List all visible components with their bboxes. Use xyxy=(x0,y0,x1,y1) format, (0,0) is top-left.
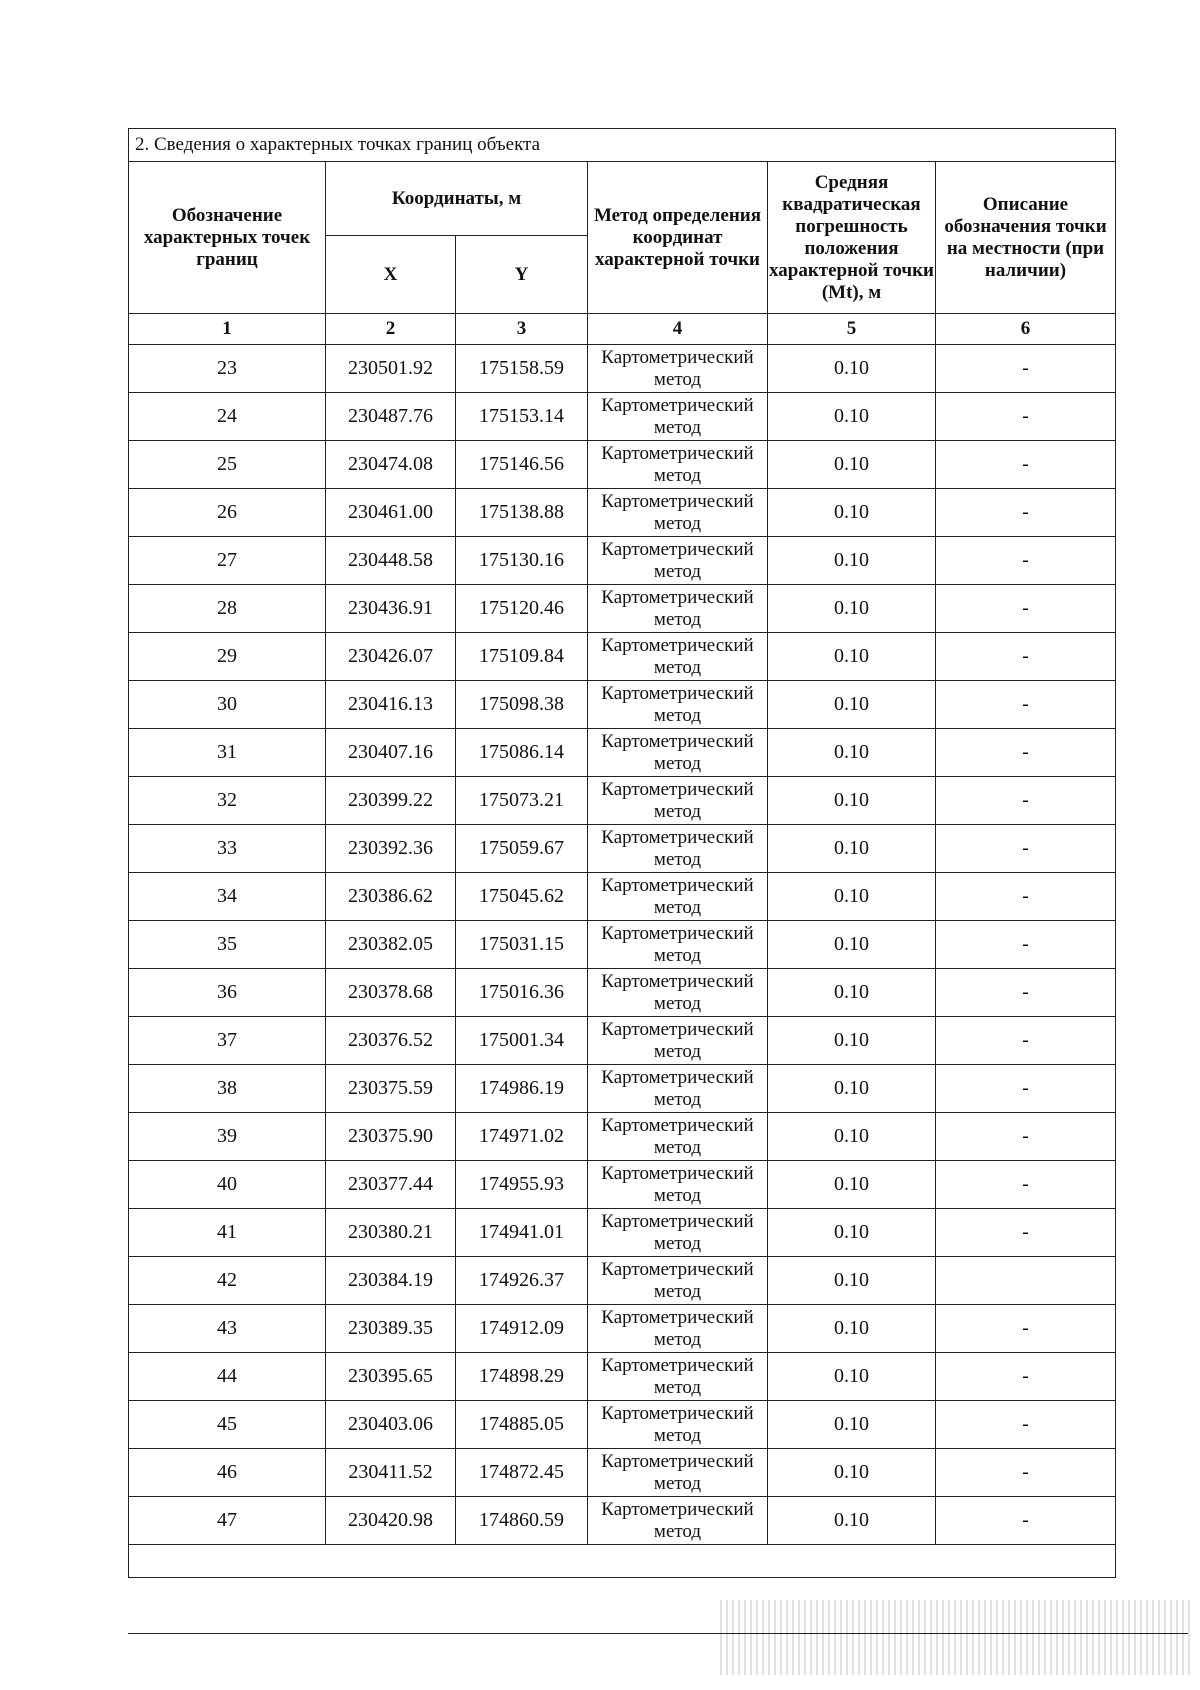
coordinate-y-cell: 175120.46 xyxy=(456,585,588,633)
coordinate-x-cell: 230392.36 xyxy=(326,825,456,873)
method-cell: Картометрический метод xyxy=(588,441,768,489)
table-row xyxy=(129,1113,1116,1161)
coordinate-y-cell: 175146.56 xyxy=(456,441,588,489)
coordinate-y-cell: 175130.16 xyxy=(456,537,588,585)
error-cell: 0.10 xyxy=(768,1449,936,1497)
point-number-cell: 26 xyxy=(129,489,326,537)
method-cell: Картометрический метод xyxy=(588,873,768,921)
point-number-cell: 28 xyxy=(129,585,326,633)
table-row xyxy=(129,825,1116,873)
coordinate-x-cell: 230474.08 xyxy=(326,441,456,489)
point-number-cell: 29 xyxy=(129,633,326,681)
coordinate-y-cell: 175158.59 xyxy=(456,345,588,393)
table-row xyxy=(129,1017,1116,1065)
coordinate-y-cell: 174898.29 xyxy=(456,1353,588,1401)
method-cell: Картометрический метод xyxy=(588,921,768,969)
coordinate-y-cell: 175086.14 xyxy=(456,729,588,777)
method-cell: Картометрический метод xyxy=(588,537,768,585)
method-cell: Картометрический метод xyxy=(588,1401,768,1449)
coordinate-y-cell: 174971.02 xyxy=(456,1113,588,1161)
table-row xyxy=(129,1161,1116,1209)
coordinate-y-cell: 174941.01 xyxy=(456,1209,588,1257)
table-row xyxy=(129,1449,1116,1497)
coordinate-x-cell: 230375.59 xyxy=(326,1065,456,1113)
method-cell: Картометрический метод xyxy=(588,1353,768,1401)
coordinate-y-cell: 175059.67 xyxy=(456,825,588,873)
point-number-cell: 46 xyxy=(129,1449,326,1497)
coordinate-x-cell: 230395.65 xyxy=(326,1353,456,1401)
description-cell: - xyxy=(936,393,1116,441)
point-number-cell: 40 xyxy=(129,1161,326,1209)
table-row xyxy=(129,537,1116,585)
method-cell: Картометрический метод xyxy=(588,777,768,825)
method-cell: Картометрический метод xyxy=(588,345,768,393)
method-cell: Картометрический метод xyxy=(588,1449,768,1497)
coordinate-x-cell: 230403.06 xyxy=(326,1401,456,1449)
coordinate-y-cell: 175016.36 xyxy=(456,969,588,1017)
method-cell: Картометрический метод xyxy=(588,969,768,1017)
point-number-cell: 42 xyxy=(129,1257,326,1305)
error-cell: 0.10 xyxy=(768,825,936,873)
point-number-cell: 44 xyxy=(129,1353,326,1401)
description-cell xyxy=(936,1257,1116,1305)
section-title: 2. Сведения о характерных точках границ объекта xyxy=(129,129,1116,162)
description-cell: - xyxy=(936,1209,1116,1257)
point-number-cell: 31 xyxy=(129,729,326,777)
error-cell: 0.10 xyxy=(768,681,936,729)
method-cell: Картометрический метод xyxy=(588,681,768,729)
table-row xyxy=(129,729,1116,777)
error-cell: 0.10 xyxy=(768,921,936,969)
table-row xyxy=(129,633,1116,681)
error-cell: 0.10 xyxy=(768,1209,936,1257)
point-number-cell: 36 xyxy=(129,969,326,1017)
table-row xyxy=(129,441,1116,489)
method-cell: Картометрический метод xyxy=(588,393,768,441)
coordinate-x-cell: 230380.21 xyxy=(326,1209,456,1257)
point-number-cell: 27 xyxy=(129,537,326,585)
error-cell: 0.10 xyxy=(768,633,936,681)
document-frame xyxy=(128,128,1115,1578)
method-cell: Картометрический метод xyxy=(588,633,768,681)
table-row xyxy=(129,1305,1116,1353)
table-row xyxy=(129,921,1116,969)
description-cell: - xyxy=(936,1497,1116,1545)
coordinate-y-cell: 174955.93 xyxy=(456,1161,588,1209)
error-cell: 0.10 xyxy=(768,969,936,1017)
coordinate-x-cell: 230382.05 xyxy=(326,921,456,969)
method-cell: Картометрический метод xyxy=(588,1113,768,1161)
error-cell: 0.10 xyxy=(768,345,936,393)
coordinate-y-cell: 174986.19 xyxy=(456,1065,588,1113)
coordinate-x-cell: 230436.91 xyxy=(326,585,456,633)
description-cell: - xyxy=(936,729,1116,777)
empty-footer-row xyxy=(129,1545,1116,1578)
description-cell: - xyxy=(936,1401,1116,1449)
coordinate-x-cell: 230407.16 xyxy=(326,729,456,777)
table-row xyxy=(129,1353,1116,1401)
error-cell: 0.10 xyxy=(768,1017,936,1065)
error-cell: 0.10 xyxy=(768,1113,936,1161)
method-cell: Картометрический метод xyxy=(588,1257,768,1305)
table-row xyxy=(129,1257,1116,1305)
error-cell: 0.10 xyxy=(768,1353,936,1401)
coordinate-x-cell: 230384.19 xyxy=(326,1257,456,1305)
method-cell: Картометрический метод xyxy=(588,1305,768,1353)
point-number-cell: 24 xyxy=(129,393,326,441)
coordinate-x-cell: 230448.58 xyxy=(326,537,456,585)
description-cell: - xyxy=(936,1305,1116,1353)
table-row xyxy=(129,585,1116,633)
method-cell: Картометрический метод xyxy=(588,1497,768,1545)
coordinate-x-cell: 230399.22 xyxy=(326,777,456,825)
coordinate-y-cell: 175045.62 xyxy=(456,873,588,921)
description-cell: - xyxy=(936,585,1116,633)
coordinate-x-cell: 230420.98 xyxy=(326,1497,456,1545)
header-x: X xyxy=(326,236,456,314)
coordinate-y-cell: 175001.34 xyxy=(456,1017,588,1065)
error-cell: 0.10 xyxy=(768,1065,936,1113)
coordinate-y-cell: 174860.59 xyxy=(456,1497,588,1545)
method-cell: Картометрический метод xyxy=(588,1161,768,1209)
method-cell: Картометрический метод xyxy=(588,1017,768,1065)
coordinate-x-cell: 230376.52 xyxy=(326,1017,456,1065)
error-cell: 0.10 xyxy=(768,441,936,489)
coordinate-x-cell: 230426.07 xyxy=(326,633,456,681)
error-cell: 0.10 xyxy=(768,1305,936,1353)
error-cell: 0.10 xyxy=(768,729,936,777)
point-number-cell: 23 xyxy=(129,345,326,393)
table-row xyxy=(129,345,1116,393)
boundary-points-table xyxy=(128,128,1116,1578)
point-number-cell: 34 xyxy=(129,873,326,921)
table-row xyxy=(129,873,1116,921)
point-number-cell: 25 xyxy=(129,441,326,489)
description-cell: - xyxy=(936,681,1116,729)
point-number-cell: 30 xyxy=(129,681,326,729)
coordinate-x-cell: 230411.52 xyxy=(326,1449,456,1497)
error-cell: 0.10 xyxy=(768,489,936,537)
coordinate-x-cell: 230501.92 xyxy=(326,345,456,393)
description-cell: - xyxy=(936,489,1116,537)
table-row xyxy=(129,1497,1116,1545)
coordinate-x-cell: 230375.90 xyxy=(326,1113,456,1161)
method-cell: Картометрический метод xyxy=(588,729,768,777)
coordinate-y-cell: 174872.45 xyxy=(456,1449,588,1497)
point-number-cell: 38 xyxy=(129,1065,326,1113)
coordinate-y-cell: 175109.84 xyxy=(456,633,588,681)
method-cell: Картометрический метод xyxy=(588,1209,768,1257)
description-cell: - xyxy=(936,537,1116,585)
description-cell: - xyxy=(936,969,1116,1017)
coordinate-y-cell: 174912.09 xyxy=(456,1305,588,1353)
error-cell: 0.10 xyxy=(768,1497,936,1545)
method-cell: Картометрический метод xyxy=(588,825,768,873)
coordinate-x-cell: 230378.68 xyxy=(326,969,456,1017)
table-row xyxy=(129,777,1116,825)
coordinate-y-cell: 175031.15 xyxy=(456,921,588,969)
description-cell: - xyxy=(936,921,1116,969)
table-row xyxy=(129,681,1116,729)
coordinate-y-cell: 175138.88 xyxy=(456,489,588,537)
column-number-6: 6 xyxy=(936,314,1116,345)
error-cell: 0.10 xyxy=(768,1401,936,1449)
scan-noise-mark xyxy=(720,1600,1190,1675)
error-cell: 0.10 xyxy=(768,777,936,825)
table-row xyxy=(129,1401,1116,1449)
description-cell: - xyxy=(936,1449,1116,1497)
method-cell: Картометрический метод xyxy=(588,1065,768,1113)
error-cell: 0.10 xyxy=(768,1257,936,1305)
table-row xyxy=(129,1209,1116,1257)
table-row xyxy=(129,969,1116,1017)
coordinate-y-cell: 175153.14 xyxy=(456,393,588,441)
column-number-2: 2 xyxy=(326,314,456,345)
header-y: Y xyxy=(456,236,588,314)
table-row xyxy=(129,393,1116,441)
table-row xyxy=(129,489,1116,537)
description-cell: - xyxy=(936,1113,1116,1161)
column-number-4: 4 xyxy=(588,314,768,345)
point-number-cell: 35 xyxy=(129,921,326,969)
coordinate-x-cell: 230487.76 xyxy=(326,393,456,441)
description-cell: - xyxy=(936,633,1116,681)
column-number-3: 3 xyxy=(456,314,588,345)
point-number-cell: 43 xyxy=(129,1305,326,1353)
coordinate-x-cell: 230461.00 xyxy=(326,489,456,537)
header-error: Средняя квадратическая погрешность положения характерной точки (Mt), м xyxy=(768,162,936,314)
column-number-5: 5 xyxy=(768,314,936,345)
coordinate-x-cell: 230386.62 xyxy=(326,873,456,921)
description-cell: - xyxy=(936,777,1116,825)
description-cell: - xyxy=(936,345,1116,393)
error-cell: 0.10 xyxy=(768,537,936,585)
header-description: Описание обозначения точки на местности (при наличии) xyxy=(936,162,1116,314)
table-row xyxy=(129,1065,1116,1113)
point-number-cell: 32 xyxy=(129,777,326,825)
description-cell: - xyxy=(936,1161,1116,1209)
coordinate-y-cell: 174885.05 xyxy=(456,1401,588,1449)
error-cell: 0.10 xyxy=(768,1161,936,1209)
method-cell: Картометрический метод xyxy=(588,489,768,537)
header-designation: Обозначение характерных точек границ xyxy=(129,162,326,314)
coordinate-x-cell: 230416.13 xyxy=(326,681,456,729)
point-number-cell: 33 xyxy=(129,825,326,873)
description-cell: - xyxy=(936,825,1116,873)
description-cell: - xyxy=(936,873,1116,921)
method-cell: Картометрический метод xyxy=(588,585,768,633)
description-cell: - xyxy=(936,441,1116,489)
coordinate-x-cell: 230377.44 xyxy=(326,1161,456,1209)
description-cell: - xyxy=(936,1065,1116,1113)
header-coordinates: Координаты, м xyxy=(326,162,588,236)
coordinate-y-cell: 174926.37 xyxy=(456,1257,588,1305)
point-number-cell: 47 xyxy=(129,1497,326,1545)
column-number-1: 1 xyxy=(129,314,326,345)
point-number-cell: 37 xyxy=(129,1017,326,1065)
point-number-cell: 45 xyxy=(129,1401,326,1449)
coordinate-x-cell: 230389.35 xyxy=(326,1305,456,1353)
description-cell: - xyxy=(936,1017,1116,1065)
coordinate-y-cell: 175073.21 xyxy=(456,777,588,825)
point-number-cell: 39 xyxy=(129,1113,326,1161)
table-body xyxy=(129,345,1116,1545)
error-cell: 0.10 xyxy=(768,873,936,921)
coordinate-y-cell: 175098.38 xyxy=(456,681,588,729)
point-number-cell: 41 xyxy=(129,1209,326,1257)
header-method: Метод определения координат характерной точки xyxy=(588,162,768,314)
description-cell: - xyxy=(936,1353,1116,1401)
error-cell: 0.10 xyxy=(768,393,936,441)
error-cell: 0.10 xyxy=(768,585,936,633)
